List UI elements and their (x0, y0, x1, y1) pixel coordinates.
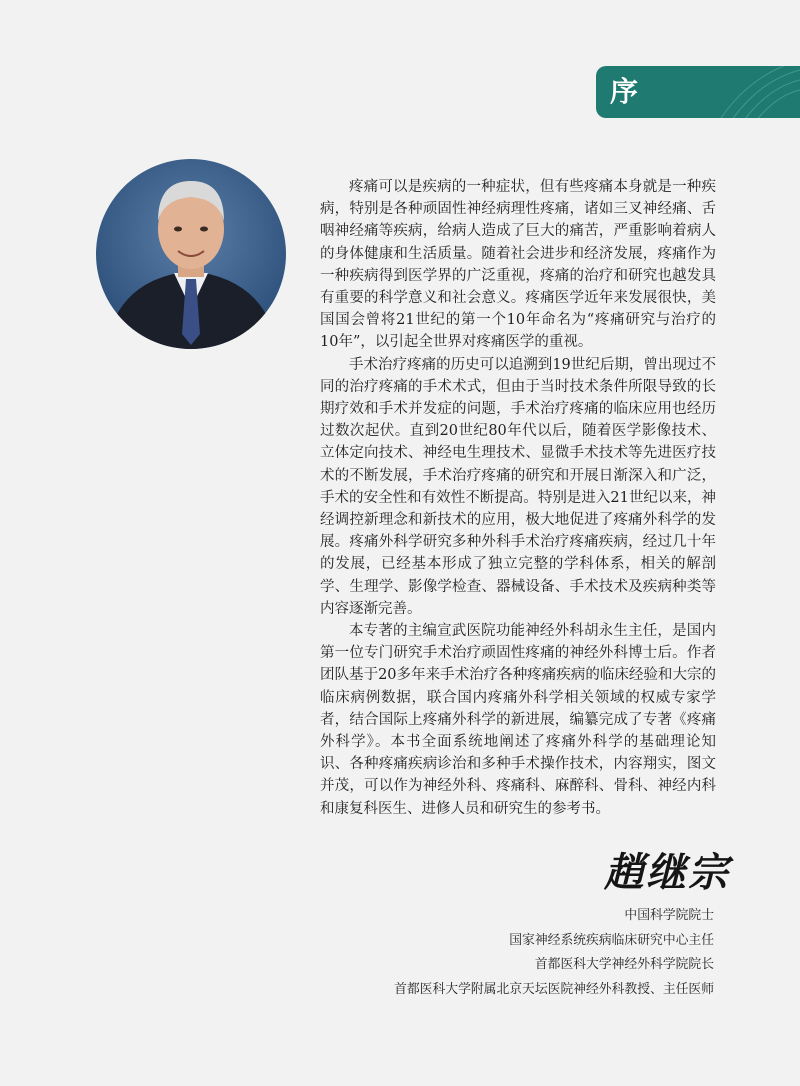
author-title-line: 首都医科大学神经外科学院院长 (534, 957, 714, 972)
preface-paragraph: 手术治疗疼痛的历史可以追溯到19世纪后期，曾出现过不同的治疗疼痛的手术术式，但由于当时技术条件所限导致的长期疗效和手术并发症的问题，手术治疗疼痛的临床应用也经历过数次起伏。直到20世纪80年代以后，随着医学影像技术、立体定向技术、神经电生理技术、显微手术技术等先进医疗技术的不断发展，手术治疗疼痛的研究和开展日渐深入和广泛，手术的安全性和有效性不断提高。特别是进入21世纪以来，神经调控新理念和新技术的应用，极大地促进了疼痛外科学的发展。疼痛外科学研究多种外科手术治疗疼痛疾病，经过几十年的发展，已经基本形成了独立完整的学科体系，相关的解剖学、生理学、影像学检查、器械设备、手术技术及疾病种类等内容逐渐完善。 (320, 356, 716, 617)
author-title-line: 首都医科大学附属北京天坛医院神经外科教授、主任医师 (394, 981, 714, 997)
portrait-photo-icon (96, 159, 286, 349)
author-signature (604, 845, 730, 901)
author-title-line: 国家神经系统疾病临床研究中心主任 (509, 932, 714, 948)
section-header-tab (596, 66, 800, 118)
author-title-line: 中国科学院院士 (624, 908, 714, 923)
preface-paragraph: 疼痛可以是疾病的一种症状，但有些疼痛本身就是一种疾病，特别是各种顽固性神经病理性疼痛，诸如三叉神经痛、舌咽神经痛等疾病，给病人造成了巨大的痛苦，严重影响着病人的身体健康和生活质量。随着社会进步和经济发展，疼痛作为一种疾病得到医学界的广泛重视，疼痛的治疗和研究也越发具有重要的科学意义和社会意义。疼痛医学近年来发展很快，美国国会曾将21世纪的第一个10年命名为“疼痛研究与治疗的10年”，以引起全世界对疼痛医学的重视。 (320, 179, 716, 351)
section-title: 序 (610, 75, 639, 108)
preface-body (320, 176, 716, 820)
preface-paragraph: 本专著的主编宣武医院功能神经外科胡永生主任，是国内第一位专门研究手术治疗顽固性疼痛的神经外科博士后。作者团队基于20多年来手术治疗各种疼痛疾病的临床经验和大宗的临床病例数据，联合国内疼痛外科学相关领域的权威专家学者，结合国际上疼痛外科学的新进展，编纂完成了专著《疼痛外科学》。本书全面系统地阐述了疼痛外科学的基础理论知识、各种疼痛疾病诊治和多种手术操作技术，内容翔实，图文并茂，可以作为神经外科、疼痛科、麻醉科、骨科、神经内科和康复科医生、进修人员和研究生的参考书。 (320, 623, 716, 817)
signature-text: 趙继宗 (604, 849, 730, 896)
author-titles (394, 904, 714, 1002)
author-portrait (96, 159, 286, 349)
